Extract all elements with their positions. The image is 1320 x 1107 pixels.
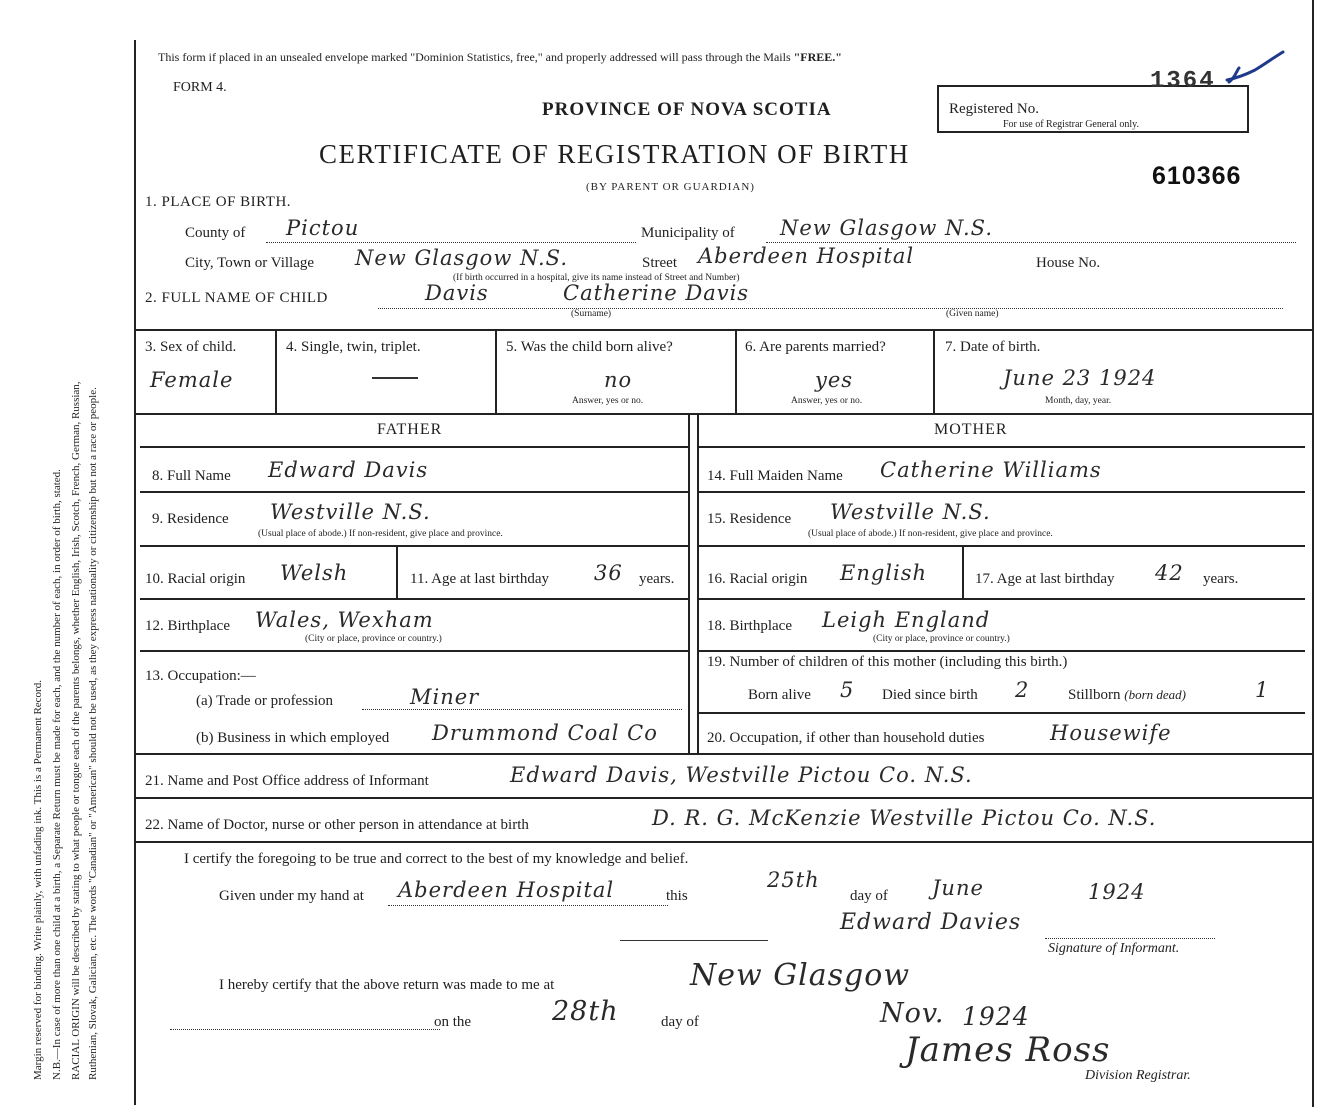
parents-header-line-left <box>140 446 688 448</box>
registered-note: For use of Registrar General only. <box>1003 119 1139 130</box>
surname-note: (Surname) <box>571 309 612 319</box>
informant-line <box>134 797 1312 799</box>
day-of-label: day of <box>850 888 888 904</box>
row3-top-line <box>134 329 1312 331</box>
mother-name-label: 14. Full Maiden Name <box>707 468 843 484</box>
county-rule <box>266 242 636 243</box>
alive-value: no <box>604 368 633 392</box>
father-birthplace-note: (City or place, province or country.) <box>305 634 442 644</box>
mother-children-label: 19. Number of children of this mother (including this birth.) <box>707 654 1068 670</box>
informant-signature: Edward Davies <box>840 910 1022 935</box>
plural-value-dash <box>372 377 418 379</box>
mother-name-line <box>697 491 1305 493</box>
father-business-label: (b) Business in which employed <box>196 730 390 746</box>
mother-birthplace-line <box>697 650 1305 652</box>
parents-divider-right <box>697 413 699 753</box>
row3-divider-1 <box>275 329 277 413</box>
father-residence-note: (Usual place of abode.) If non-resident, give place and province. <box>258 529 503 539</box>
mother-children-line <box>697 712 1305 714</box>
father-birthplace-line <box>140 650 688 652</box>
street-value: Aberdeen Hospital <box>698 244 915 268</box>
stillborn-label <box>1068 687 1186 704</box>
on-the-label: on the <box>434 1014 472 1030</box>
mother-race-label: 16. Racial origin <box>707 571 808 587</box>
certificate-title: CERTIFICATE OF REGISTRATION OF BIRTH <box>319 139 910 169</box>
place-heading: 1. PLACE OF BIRTH. <box>145 194 292 210</box>
alive-label: 5. Was the child born alive? <box>506 339 673 355</box>
mother-occupation-label: 20. Occupation, if other than household duties <box>707 730 985 746</box>
parents-divider-left <box>688 413 690 753</box>
municipality-label: Municipality of <box>641 225 735 241</box>
registration-month-value: Nov. <box>880 998 945 1029</box>
father-birthplace-label: 12. Birthplace <box>145 618 230 634</box>
doctor-line <box>134 841 1312 843</box>
father-age-label: 11. Age at last birthday <box>410 571 549 587</box>
father-name-line <box>140 491 688 493</box>
pen-stroke-icon <box>1225 48 1285 88</box>
mother-residence-line <box>697 545 1305 547</box>
margin-line-3: RACIAL ORIGIN will be described by stating to what people or tongue each of the parents belongs, whether English, Irish, Scotch, French, German, Russian, <box>70 381 82 1080</box>
mother-residence-note: (Usual place of abode.) If non-resident, give place and province. <box>808 529 1053 539</box>
given-place-rule <box>388 905 668 906</box>
registration-day-value: 28th <box>552 996 619 1027</box>
mother-residence-value: Westville N.S. <box>830 500 991 524</box>
registered-label: Registered No. <box>949 101 1039 117</box>
this-label: this <box>666 888 688 904</box>
street-label: Street <box>642 255 677 271</box>
father-residence-label: 9. Residence <box>152 511 229 527</box>
return-label: I hereby certify that the above return was made to me at <box>219 977 555 993</box>
child-surname: Davis <box>425 281 489 305</box>
child-name-label: 2. FULL NAME OF CHILD <box>145 290 328 306</box>
father-heading: FATHER <box>377 421 443 438</box>
row3-bottom-line <box>134 413 1312 415</box>
margin-line-4: Ruthenian, Slovak, Galician, etc. The words "Canadian" or "American" should not be used, as they express nationality or citizenship but not a race or people. <box>87 387 99 1080</box>
given-month-value: June <box>932 876 984 900</box>
stillborn-note: (born dead) <box>1124 687 1187 702</box>
province-title: PROVINCE OF NOVA SCOTIA <box>542 99 832 120</box>
alive-note: Answer, yes or no. <box>572 396 644 406</box>
mother-birthplace-label: 18. Birthplace <box>707 618 792 634</box>
mail-note-text: This form if placed in an unsealed envelope marked "Dominion Statistics, free," and properly addressed will pass through the Mails <box>158 50 791 64</box>
mother-race-line <box>697 598 1305 600</box>
binding-margin-line <box>134 40 136 1105</box>
father-residence-line <box>140 545 688 547</box>
informant-value: Edward Davis, Westville Pictou Co. N.S. <box>510 763 973 787</box>
given-name-note: (Given name) <box>946 309 999 319</box>
mother-name-value: Catherine Williams <box>880 458 1102 482</box>
sex-label: 3. Sex of child. <box>145 339 237 355</box>
signature-rule <box>1045 938 1215 939</box>
father-trade-label: (a) Trade or profession <box>196 693 334 709</box>
stillborn-value: 1 <box>1255 678 1270 702</box>
registration-day-of-label: day of <box>661 1014 699 1030</box>
given-place-value: Aberdeen Hospital <box>398 878 615 902</box>
father-occupation-label: 13. Occupation:— <box>145 668 256 684</box>
doctor-label: 22. Name of Doctor, nurse or other person in attendance at birth <box>145 817 529 833</box>
mother-birthplace-value: Leigh England <box>822 608 991 632</box>
county-label: County of <box>185 225 246 241</box>
serial-number: 610366 <box>1152 162 1242 190</box>
mother-heading: MOTHER <box>934 421 1008 438</box>
born-alive-value: 5 <box>840 678 855 702</box>
plural-label: 4. Single, twin, triplet. <box>286 339 421 355</box>
mother-race-divider <box>962 545 964 598</box>
mother-age-label: 17. Age at last birthday <box>975 571 1115 587</box>
father-age-years: years. <box>639 571 675 587</box>
certificate-subtitle: (BY PARENT OR GUARDIAN) <box>586 181 755 193</box>
city-label: City, Town or Village <box>185 255 315 271</box>
father-name-label: 8. Full Name <box>152 468 231 484</box>
child-given-name: Catherine Davis <box>563 281 750 305</box>
registrar-label: Division Registrar. <box>1085 1068 1191 1083</box>
signature-short-rule <box>620 940 768 941</box>
return-place-value: New Glasgow <box>690 958 911 993</box>
married-label: 6. Are parents married? <box>745 339 886 355</box>
father-trade-rule <box>362 709 682 710</box>
county-value: Pictou <box>286 216 360 240</box>
margin-instructions <box>32 0 100 1090</box>
parents-bottom-line <box>134 753 1312 755</box>
mother-race-value: English <box>840 561 928 585</box>
father-name-value: Edward Davis <box>268 458 429 482</box>
died-label: Died since birth <box>882 687 978 703</box>
father-birthplace-value: Wales, Wexham <box>255 608 434 632</box>
row3-divider-3 <box>735 329 737 413</box>
father-age-value: 36 <box>594 561 623 585</box>
mail-note <box>158 50 842 65</box>
row3-divider-2 <box>495 329 497 413</box>
father-residence-value: Westville N.S. <box>270 500 431 524</box>
mail-free: "FREE." <box>793 50 842 64</box>
married-note: Answer, yes or no. <box>791 396 863 406</box>
signature-label: Signature of Informant. <box>1048 941 1180 956</box>
margin-line-2: N.B.—In case of more than one child at a birth, a Separate Return must be made for each, and the number of each, in order of birth, stated. <box>51 469 63 1080</box>
house-label: House No. <box>1036 255 1101 271</box>
dob-value: June 23 1924 <box>1003 366 1157 390</box>
given-year-value: 1924 <box>1088 880 1146 904</box>
child-name-rule <box>378 308 1283 309</box>
hospital-note: (If birth occurred in a hospital, give its name instead of Street and Number) <box>453 273 740 283</box>
city-value: New Glasgow N.S. <box>355 246 568 270</box>
margin-line-1: Margin reserved for binding. Write plainly, with unfading ink. This is a Permanent Record. <box>32 680 44 1080</box>
right-border-line <box>1312 0 1314 1107</box>
mother-age-value: 42 <box>1155 561 1184 585</box>
married-value: yes <box>815 368 854 392</box>
given-label: Given under my hand at <box>219 888 364 904</box>
registration-year-value: 1924 <box>962 1002 1030 1031</box>
return-left-rule <box>170 1029 440 1030</box>
mother-residence-label: 15. Residence <box>707 511 792 527</box>
father-race-line <box>140 598 688 600</box>
father-race-divider <box>396 545 398 598</box>
registrar-signature: James Ross <box>905 1030 1111 1070</box>
certify-statement: I certify the foregoing to be true and correct to the best of my knowledge and belief. <box>184 851 689 867</box>
died-value: 2 <box>1015 678 1030 702</box>
father-race-value: Welsh <box>280 561 349 585</box>
father-trade-value: Miner <box>410 685 480 709</box>
dob-note: Month, day, year. <box>1045 396 1112 406</box>
row3-divider-4 <box>933 329 935 413</box>
stillborn-text: Stillborn <box>1068 687 1121 703</box>
informant-label: 21. Name and Post Office address of Informant <box>145 773 429 789</box>
doctor-value: D. R. G. McKenzie Westville Pictou Co. N.S. <box>652 806 1157 830</box>
given-day-value: 25th <box>767 868 820 892</box>
municipality-rule <box>766 242 1296 243</box>
mother-birthplace-note: (City or place, province or country.) <box>873 634 1010 644</box>
mother-age-years: years. <box>1203 571 1239 587</box>
father-business-value: Drummond Coal Co <box>432 721 658 745</box>
parents-header-line-right <box>697 446 1305 448</box>
father-race-label: 10. Racial origin <box>145 571 246 587</box>
born-alive-label: Born alive <box>748 687 811 703</box>
registered-number: 1364 <box>1150 68 1216 95</box>
sex-value: Female <box>150 368 234 392</box>
municipality-value: New Glasgow N.S. <box>780 216 993 240</box>
dob-label: 7. Date of birth. <box>945 339 1041 355</box>
mother-occupation-value: Housewife <box>1050 721 1172 745</box>
form-number: FORM 4. <box>173 80 227 95</box>
